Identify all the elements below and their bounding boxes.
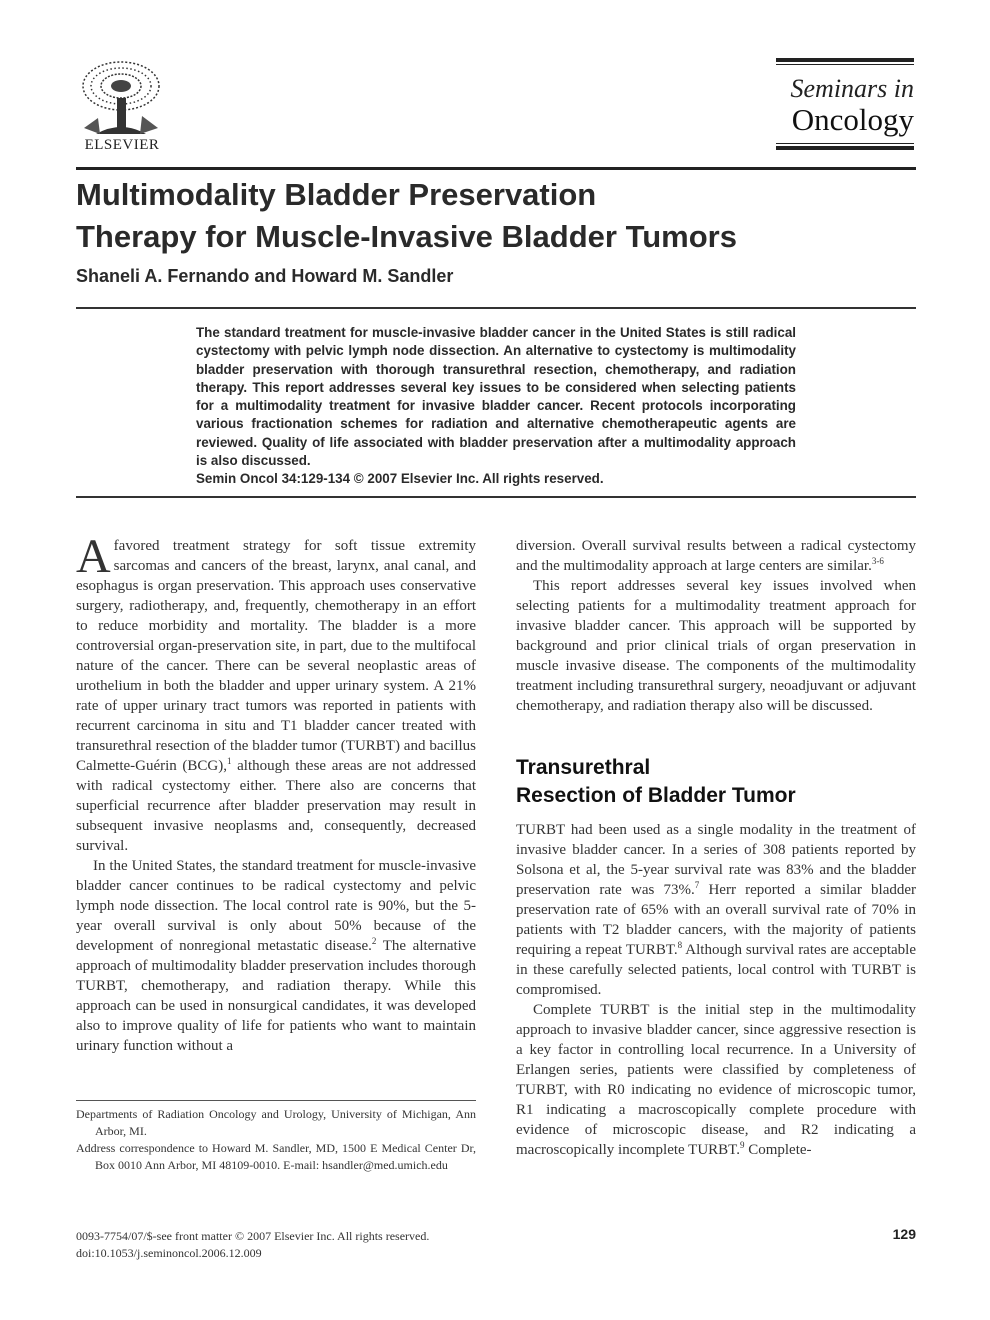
journal-title-line2: Oncology	[791, 102, 914, 137]
citation: Semin Oncol 34:129-134 © 2007 Elsevier Inc. All rights reserved.	[196, 471, 604, 487]
reference-link[interactable]: 1	[227, 756, 232, 766]
correspondence-footnote: Address correspondence to Howard M. Sandler, MD, 1500 E Medical Center Dr, Box 0010 Ann Arbor, MI 48109-0010. E-mail: hsandler@med.umich.edu	[76, 1141, 476, 1172]
divider	[76, 496, 916, 498]
masthead-rule	[776, 146, 914, 150]
publisher-name: ELSEVIER	[84, 137, 160, 153]
divider	[76, 307, 916, 309]
authors: Shaneli A. Fernando and Howard M. Sandler	[76, 266, 454, 286]
issn-line: 0093-7754/07/$-see front matter © 2007 Elsevier Inc. All rights reserved.	[76, 1229, 430, 1243]
footnote-divider	[76, 1100, 476, 1101]
reference-link[interactable]: 7	[694, 880, 700, 890]
paragraph: A favored treatment strategy for soft tissue extremity sarcomas and cancers of the breast, larynx, anal canal, and esophagus is organ preservation. This approach uses conservative surgery, radiotherapy, and, frequently, chemotherapy in an effort to reduce morbidity and mortality. The bladder is a more controversial organ-preservation site, in part, due to the multifocal nature of the cancer. There can be several neoplastic areas of urothelium in both the bladder and upper urinary system. A 21% rate of upper urinary tract tumors was reported in patients with recurrent carcinoma in situ and T1 bladder cancer treated with transurethral resection of the bladder tumor (TURBT) and bacillus Calmette-Guérin (BCG),$^1$ although these areas are not addressed with radical cystectomy either. There also are concerns that superficial recurrence after bladder preservation may result in subsequent invasive neoplasms and, consequently, decreased survival.	[76, 530, 476, 854]
footnotes	[76, 1106, 476, 1174]
masthead-rule	[776, 58, 914, 62]
journal-masthead	[776, 58, 914, 150]
paragraph: Complete TURBT is the initial step in the multimodality approach to invasive bladder cancer, since aggressive resection is a key factor in controlling local recurrence. In a University of Erlangen series, patients were classified by completeness of TURBT, with R0 indicating no evidence of microscopic tumor, R1 indicating a macroscopically complete procedure with evidence of microscopic disease, and R2 indicating a macroscopically incomplete TURBT.$^9$ Complete-	[516, 1002, 916, 1158]
paragraph: This report addresses several key issues involved when selecting patients for a multimodality treatment approach for invasive bladder cancer. This approach will be supported by background and prior clinical trials of organ preservation in muscle invasive disease. The components of the multimodality treatment including transurethral surgery, neoadjuvant or adjuvant chemotherapy, and radiation therapy also will be discussed.	[516, 578, 916, 714]
header-divider	[76, 167, 916, 170]
journal-title-line1: Seminars in	[790, 74, 914, 103]
masthead-rule	[776, 143, 914, 144]
abstract-text: The standard treatment for muscle-invasive bladder cancer in the United States is still radical cystectomy with pelvic lymph node dissection. An alternative to cystectomy is multimodality bladder preservation with thorough transurethral resection, chemotherapy, and radiation therapy. This report addresses several key issues to be considered when selecting patients for a multimodality treatment for invasive bladder cancer. Recent protocols incorporating various fractionation schemes for radiation and alternative chemotherapeutic agents are reviewed. Quality of life associated with bladder preservation after a multimodality approach is also discussed.	[196, 325, 796, 469]
reference-link[interactable]: 9	[739, 1140, 745, 1150]
abstract	[196, 324, 796, 489]
elsevier-tree-icon	[76, 58, 166, 138]
reference-link[interactable]: 3-6	[871, 556, 884, 566]
drop-cap: A	[76, 530, 111, 583]
page-number: 129	[892, 1226, 916, 1242]
title-line2: Therapy for Muscle-Invasive Bladder Tumors	[76, 219, 737, 254]
paragraph: In the United States, the standard treatment for muscle-invasive bladder cancer continues to be radical cystectomy and pelvic lymph node dissection. The local control rate is 90%, but the 5- year overall survival is only about 50% because of the development of nonregional metastatic disease.$^2$ The alternative approach of multimodality bladder preservation includes thorough TURBT, chemotherapy, and radiation therapy. While this approach can be used in nonsurgical candidates, it was developed also to improve quality of life for patients who want to maintain urinary function without a	[76, 858, 476, 1054]
section-heading: Transurethral Resection of Bladder Tumor	[516, 756, 796, 807]
article-title	[76, 174, 916, 258]
title-line1: Multimodality Bladder Preservation	[76, 177, 597, 212]
reference-link[interactable]: 8	[677, 940, 683, 950]
body-column-right	[516, 536, 916, 1160]
body-column-left	[76, 530, 476, 1056]
footer	[76, 1228, 429, 1261]
reference-link[interactable]: 2	[371, 936, 377, 946]
paragraph: diversion. Overall survival results between a radical cystectomy and the multimodality approach at large centers are similar.$^{3-6}$	[516, 538, 916, 574]
paragraph: TURBT had been used as a single modality in the treatment of invasive bladder cancer. In a series of 308 patients reported by Solsona et al, the 5-year survival rate was 83% and the bladder preservation rate was 73%.$^7$ Herr reported a similar bladder preservation rate of 65% with an overall survival rate of 70% in patients with T2 bladder cancers, with the majority of patients requiring a repeat TURBT.$^8$ Although survival rates are acceptable in these carefully selected patients, local control with TURBT is compromised.	[516, 822, 917, 998]
masthead-rule	[776, 64, 914, 65]
doi-link[interactable]: doi:10.1053/j.seminoncol.2006.12.009	[76, 1245, 262, 1260]
affiliation-footnote: Departments of Radiation Oncology and Urology, University of Michigan, Ann Arbor, MI.	[76, 1107, 476, 1138]
